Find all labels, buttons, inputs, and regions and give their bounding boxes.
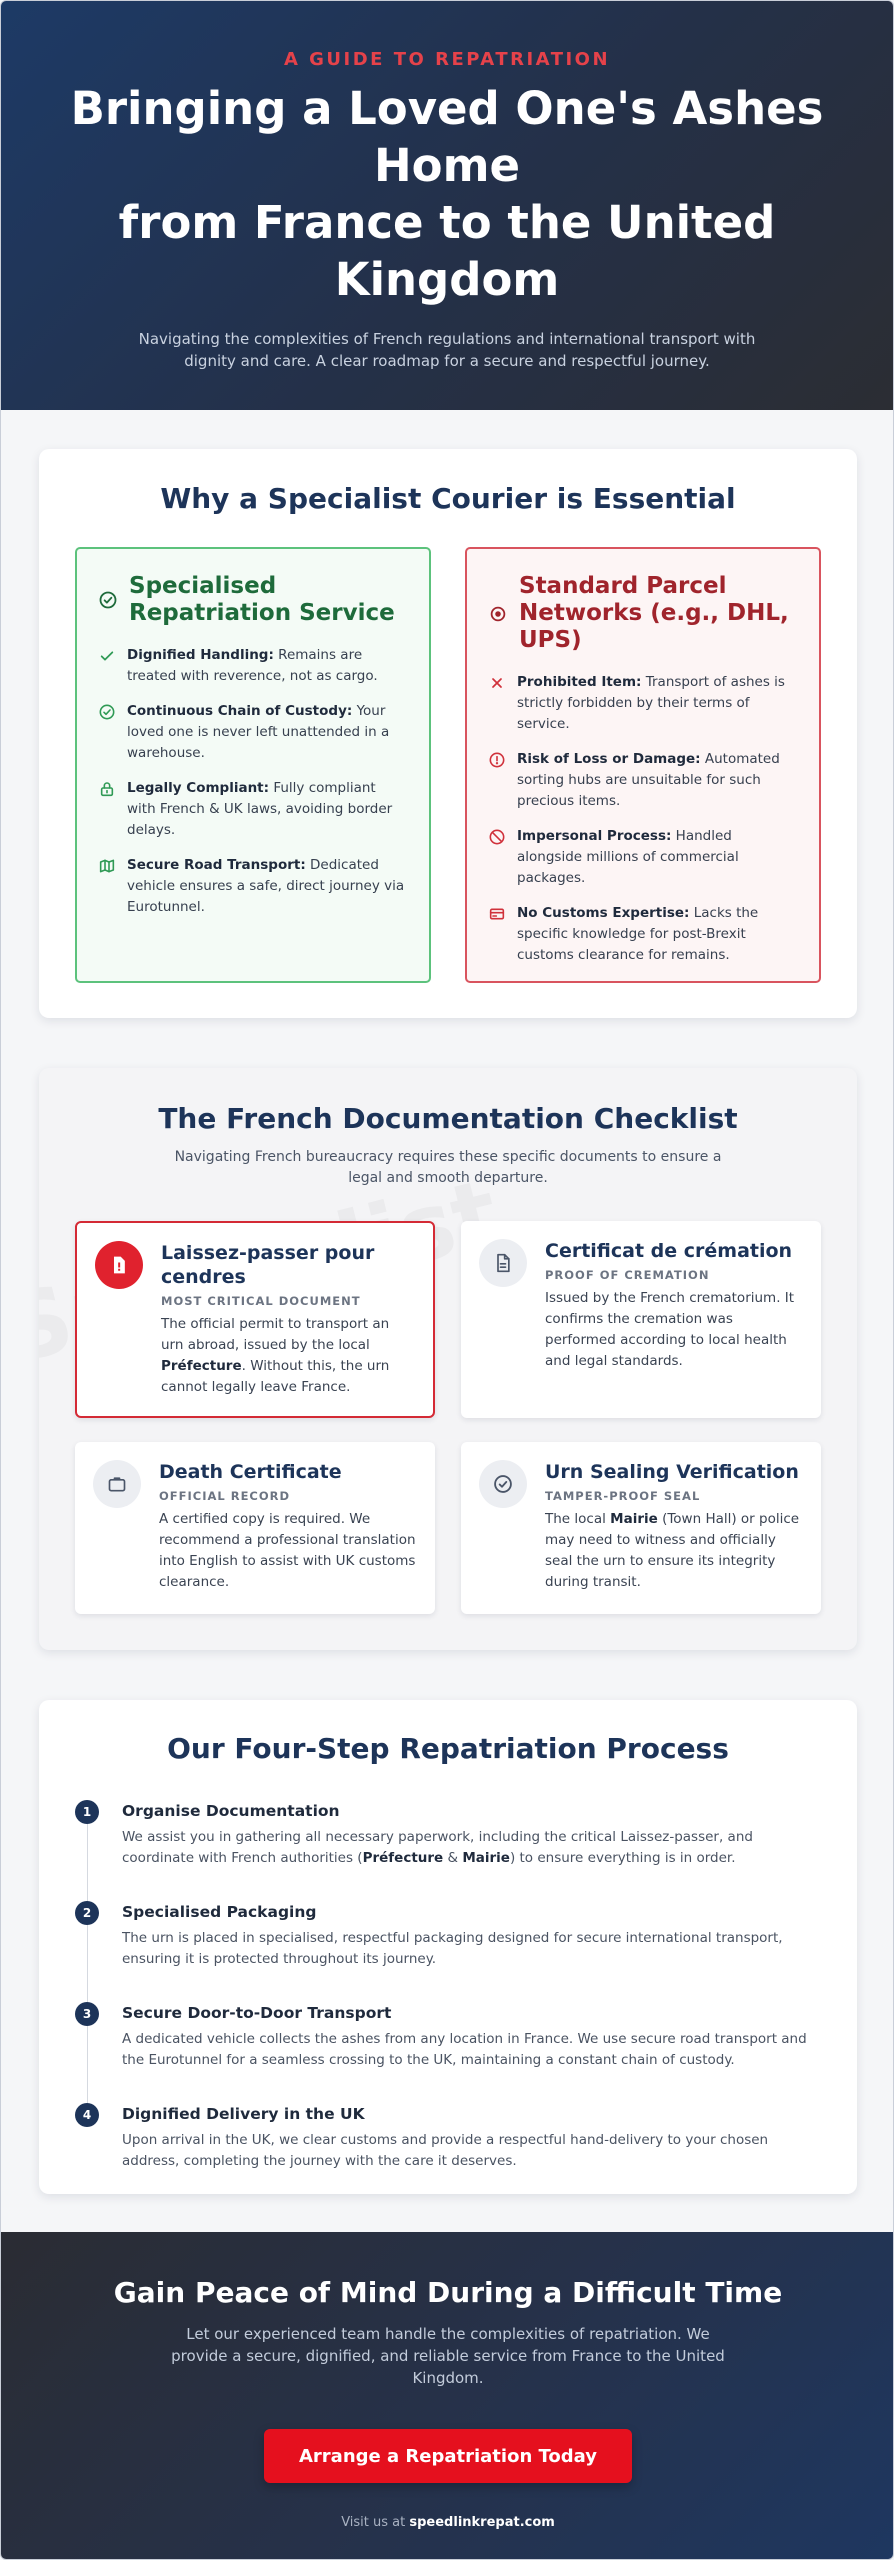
step-text: & [443, 1850, 463, 1866]
check-circle-icon [99, 591, 117, 609]
step-number: 2 [75, 1901, 99, 1925]
comparison-card [39, 449, 857, 1018]
step-text: We assist you in gathering all necessary paperwork, including the critical Laissez-passer, and coordinate with French authorities ( [122, 1829, 753, 1866]
website-link[interactable]: speedlinkrepat.com [409, 2515, 555, 2530]
hero-title [47, 80, 847, 308]
benefit-title: Dignified Handling: [127, 647, 274, 663]
benefit-title: Secure Road Transport: [127, 857, 306, 873]
step-title: Specialised Packaging [122, 1903, 317, 1921]
document-tag: MOST CRITICAL DOCUMENT [161, 1294, 361, 1308]
x-icon [489, 675, 505, 691]
step-title: Dignified Delivery in the UK [122, 2105, 365, 2123]
checklist-intro: Navigating French bureaucracy requires these specific documents to ensure a legal and smooth departure. [174, 1149, 722, 1186]
benefit-text: Fully compliant with French & UK laws, avoiding border delays. [127, 780, 393, 838]
benefit-item [99, 778, 407, 841]
step-description: Upon arrival in the UK, we clear customs and provide a respectful hand-delivery to your chosen address, completing the journey with the care it deserves. [122, 2132, 769, 2169]
benefit-text: Your loved one is never left unattended in a warehouse. [127, 703, 390, 761]
risk-title: Risk of Loss or Damage: [517, 751, 701, 767]
risk-title: Impersonal Process: [517, 828, 672, 844]
document-tag: PROOF OF CREMATION [545, 1268, 710, 1282]
process-step [75, 1800, 815, 1869]
step-description [122, 1827, 815, 1869]
footer-title: Gain Peace of Mind During a Difficult Time [113, 2276, 783, 2309]
check-icon [99, 648, 115, 664]
hero-title-line-2: from France to the United Kingdom [118, 196, 776, 306]
hero-title-line-1: Bringing a Loved One's Ashes Home [70, 82, 824, 192]
document-title: Death Certificate [159, 1461, 342, 1483]
specialised-service-heading: Specialised Repatriation Service [129, 573, 395, 626]
hero-eyebrow: A GUIDE TO REPATRIATION [283, 49, 611, 70]
benefit-title: Legally Compliant: [127, 780, 270, 796]
file-text-icon [479, 1239, 527, 1287]
briefcase-icon [93, 1460, 141, 1508]
specialised-service-column [75, 547, 431, 983]
check-circle-icon [99, 704, 115, 720]
risk-title: No Customs Expertise: [517, 905, 690, 921]
document-emphasis: Mairie [610, 1511, 658, 1527]
process-title: Our Four-Step Repatriation Process [167, 1732, 729, 1765]
lock-icon [99, 781, 115, 797]
ban-icon [489, 829, 505, 845]
benefit-title: Continuous Chain of Custody: [127, 703, 353, 719]
process-step [75, 2103, 815, 2172]
risk-item [489, 672, 797, 735]
standard-parcel-column [465, 547, 821, 983]
document-card-certificat-cremation [461, 1221, 821, 1418]
risk-item [489, 826, 797, 889]
comparison-title: Why a Specialist Courier is Essential [160, 482, 736, 515]
card-icon [489, 906, 505, 922]
document-tag: OFFICIAL RECORD [159, 1489, 291, 1503]
step-description: A dedicated vehicle collects the ashes from any location in France. We use secure road transport and the Eurotunnel for a seamless crossing to the UK, maintaining a constant chain of custody. [122, 2031, 807, 2068]
document-description [161, 1314, 415, 1398]
document-text: The official permit to transport an urn abroad, issued by the local [161, 1316, 390, 1353]
risk-text: Lacks the specific knowledge for post-Brexit customs clearance for remains. [517, 905, 759, 963]
alert-circle-icon [489, 752, 505, 768]
document-card-laissez-passer [75, 1221, 435, 1418]
documentation-checklist-card [39, 1068, 857, 1650]
process-step [75, 2002, 815, 2071]
target-icon [489, 605, 507, 623]
document-text: . Without this, the urn cannot legally leave France. [161, 1358, 390, 1395]
document-title: Urn Sealing Verification [545, 1461, 799, 1483]
step-emphasis: Mairie [462, 1850, 510, 1866]
document-card-urn-sealing [461, 1442, 821, 1614]
benefit-text: Remains are treated with reverence, not as cargo. [127, 647, 378, 684]
risk-title: Prohibited Item: [517, 674, 642, 690]
website-line [1, 2515, 894, 2530]
document-text: (Town Hall) or police may need to witness and officially seal the urn to ensure its integrity during transit. [545, 1511, 800, 1590]
process-card [39, 1700, 857, 2194]
check-circle-icon [479, 1460, 527, 1508]
arrange-repatriation-button[interactable]: Arrange a Repatriation Today [264, 2429, 632, 2483]
hero-banner [1, 1, 893, 410]
step-number: 4 [75, 2103, 99, 2127]
risk-text: Handled alongside millions of commercial packages. [517, 828, 739, 886]
benefit-text: Dedicated vehicle ensures a safe, direct journey via Eurotunnel. [127, 857, 405, 915]
process-step [75, 1901, 815, 1970]
step-number: 1 [75, 1800, 99, 1824]
risk-text: Automated sorting hubs are unsuitable for such precious items. [517, 751, 780, 809]
document-description: Issued by the French crematorium. It confirms the cremation was performed according to local health and legal standards. [545, 1290, 795, 1369]
step-title: Organise Documentation [122, 1802, 340, 1820]
checklist-title: The French Documentation Checklist [158, 1102, 738, 1135]
benefit-item [99, 645, 407, 687]
footer-subtitle: Let our experienced team handle the complexities of repatriation. We provide a secure, dignified, and reliable service from France to the United Kingdom. [171, 2325, 725, 2387]
file-alert-icon [95, 1241, 143, 1289]
standard-parcel-heading: Standard Parcel Networks (e.g., DHL, UPS) [519, 573, 789, 653]
benefit-item [99, 855, 407, 918]
step-number: 3 [75, 2002, 99, 2026]
step-title: Secure Door-to-Door Transport [122, 2004, 392, 2022]
document-emphasis: Préfecture [161, 1358, 242, 1374]
step-text: ) to ensure everything is in order. [509, 1850, 736, 1866]
map-icon [99, 858, 115, 874]
document-card-death-certificate [75, 1442, 435, 1614]
visit-prefix: Visit us at [341, 2515, 410, 2530]
document-description [545, 1509, 803, 1593]
document-title: Certificat de crémation [545, 1240, 793, 1262]
benefit-item [99, 701, 407, 764]
cta-footer [1, 2232, 894, 2560]
document-tag: TAMPER-PROOF SEAL [545, 1489, 701, 1503]
risk-text: Transport of ashes is strictly forbidden by their terms of service. [517, 674, 785, 732]
document-description: A certified copy is required. We recommend a professional translation into English to assist with UK customs clearance. [159, 1511, 416, 1590]
step-emphasis: Préfecture [362, 1850, 444, 1866]
document-text: The local [545, 1511, 611, 1527]
document-title: Laissez-passer pour cendres [161, 1242, 375, 1288]
risk-item [489, 903, 797, 966]
step-description: The urn is placed in specialised, respectful packaging designed for secure international transport, ensuring it is protected throughout its journey. [122, 1930, 783, 1967]
hero-subtitle: Navigating the complexities of French regulations and international transport with dignity and care. A clear roadmap for a secure and respectful journey. [138, 330, 756, 370]
risk-item [489, 749, 797, 812]
